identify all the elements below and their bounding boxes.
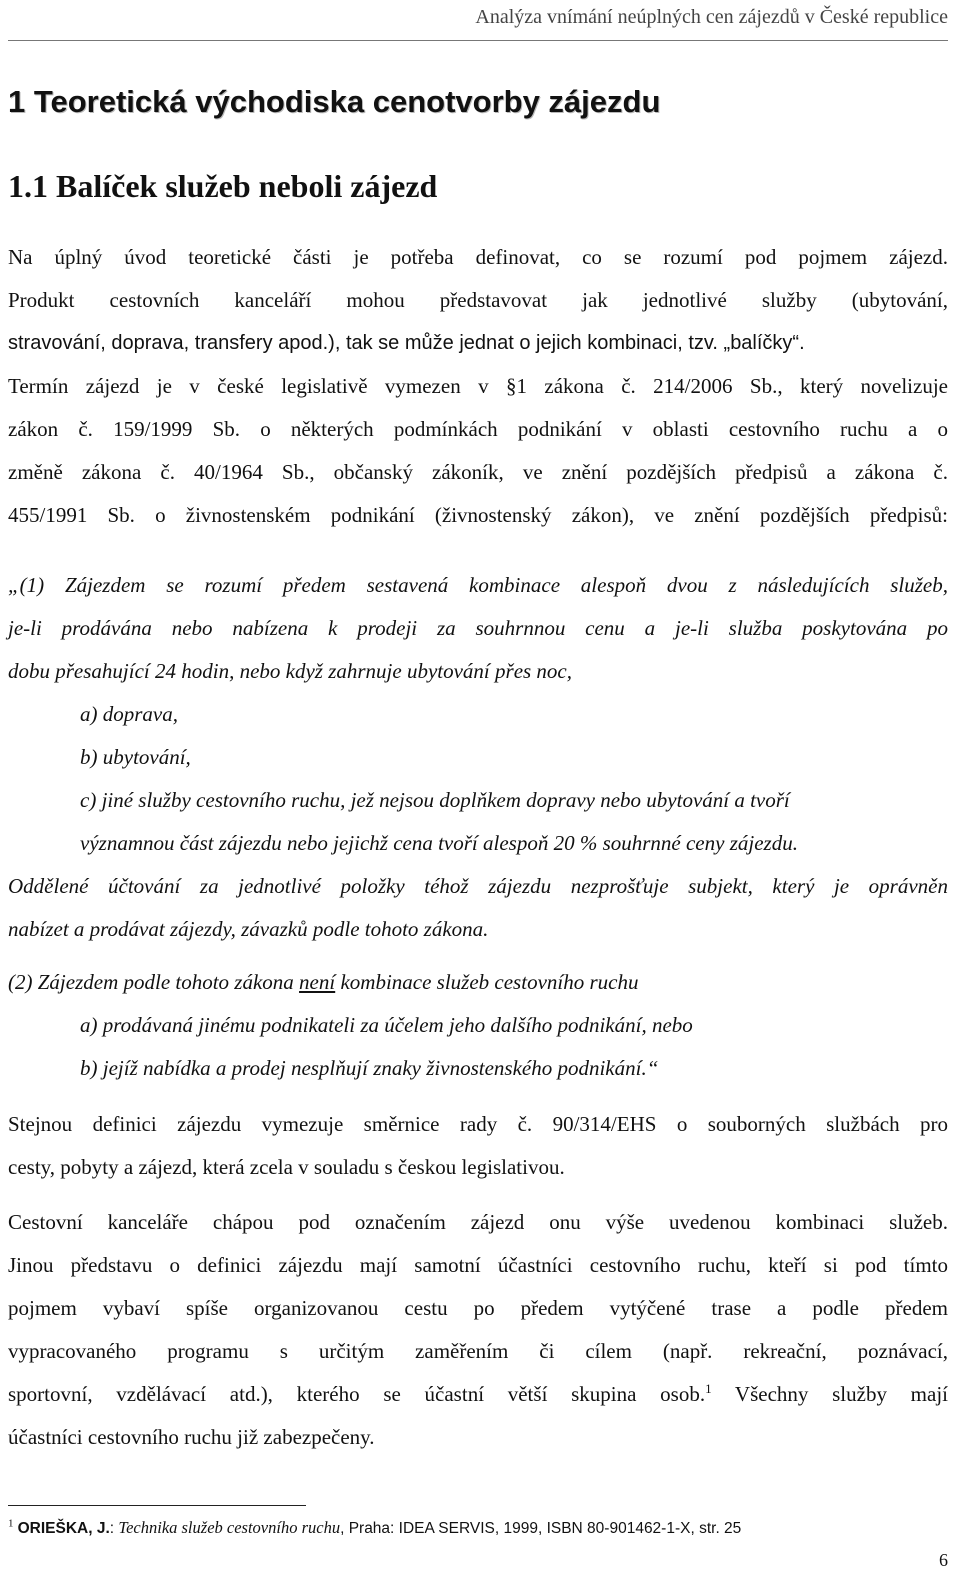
- law-quote-2: [8, 961, 948, 1090]
- list-item-a: a) prodávaná jinému podnikateli za účelem jeho dalšího podnikání, nebo: [80, 1013, 693, 1037]
- text-line: stravování, doprava, transfery apod.), tak se může jednat o jejich kombinaci, tzv. „balíčky“.: [8, 332, 805, 354]
- text-line: [8, 961, 948, 1004]
- footnote-separator: [8, 1505, 306, 1506]
- page-number: 6: [939, 1550, 948, 1570]
- text-line: pojmem vybaví spíše organizovanou cestu po předem vytýčené trase a podle předem: [8, 1296, 948, 1320]
- text-line: Jinou představu o definici zájezdu mají samotní účastníci cestovního ruchu, kteří si pod tímto: [8, 1253, 948, 1277]
- text-line: je-li prodávána nebo nabízena k prodeji za souhrnnou cenu a je-li služba poskytována po: [8, 616, 948, 640]
- text-line: nabízet a prodávat zájezdy, závazků podle tohoto zákona.: [8, 917, 489, 941]
- paragraph-directive: [8, 1103, 948, 1189]
- list-item-a: a) doprava,: [80, 702, 178, 726]
- text-line: účastníci cestovního ruchu již zabezpečeny.: [8, 1425, 375, 1449]
- text-fragment: sportovní, vzdělávací atd.), kterého se účastní větší skupina osob.: [8, 1382, 706, 1406]
- text-fragment: kombinace služeb cestovního ruchu: [335, 970, 639, 994]
- footnote-ref: 1: [705, 1381, 712, 1396]
- list-item-c: c) jiné služby cestovního ruchu, jež nejsou doplňkem dopravy nebo ubytování a tvoří: [80, 788, 790, 812]
- paragraph-legislation: [8, 365, 948, 537]
- running-title: Analýza vnímání neúplných cen zájezdů v České republice: [475, 6, 948, 28]
- text-line: Na úplný úvod teoretické části je potřeba definovat, co se rozumí pod pojmem zájezd.: [8, 245, 948, 269]
- text-line: zákon č. 159/1999 Sb. o některých podmínkách podnikání v oblasti cestovního ruchu a o: [8, 417, 948, 441]
- text-line: Stejnou definici zájezdu vymezuje směrnice rady č. 90/314/EHS o souborných službách pro: [8, 1112, 948, 1136]
- text-line: Termín zájezd je v české legislativě vymezen v §1 zákona č. 214/2006 Sb., který novelizuje: [8, 374, 948, 398]
- underlined-word: není: [299, 970, 336, 994]
- text-line: vypracovaného programu s určitým zaměřením či cílem (např. rekreační, poznávací,: [8, 1339, 948, 1363]
- text-line: Cestovní kanceláře chápou pod označením zájezd onu výše uvedenou kombinaci služeb.: [8, 1210, 948, 1234]
- paragraph-intro: [8, 236, 948, 365]
- text-line: [8, 1373, 948, 1416]
- law-quote-1: [8, 564, 948, 951]
- paragraph-perception: [8, 1201, 948, 1459]
- footnote-marker: 1: [8, 1517, 14, 1530]
- text-line: „(1) Zájezdem se rozumí předem sestavená kombinace alespoň dvou z následujících služeb,: [8, 573, 948, 597]
- text-fragment: Všechny služby mají: [711, 1382, 948, 1406]
- list-item-c-cont: významnou část zájezdu nebo jejichž cena tvoří alespoň 20 % souhrnné ceny zájezdu.: [80, 831, 798, 855]
- footnote-separator-text: :: [109, 1520, 119, 1537]
- running-header: [8, 6, 948, 41]
- text-line: 455/1991 Sb. o živnostenském podnikání (živnostenský zákon), ve znění pozdějších předpisů:: [8, 503, 948, 527]
- footnote-author: ORIEŠKA, J.: [17, 1520, 110, 1537]
- footnote-title: Technika služeb cestovního ruchu: [118, 1518, 341, 1537]
- footnote: [8, 1518, 948, 1538]
- chapter-heading: 1 Teoretická východiska cenotvorby zájezdu: [8, 84, 661, 119]
- text-line: Produkt cestovních kanceláří mohou představovat jak jednotlivé služby (ubytování,: [8, 288, 948, 312]
- footnote-publication: , Praha: IDEA SERVIS, 1999, ISBN 80-901462-1-X, str. 25: [340, 1520, 742, 1537]
- text-line: Oddělené účtování za jednotlivé položky téhož zájezdu nezprošťuje subjekt, který je oprávněn: [8, 874, 948, 898]
- list-item-b: b) ubytování,: [80, 745, 191, 769]
- text-line: změně zákona č. 40/1964 Sb., občanský zákoník, ve znění pozdějších předpisů a zákona č.: [8, 460, 948, 484]
- list-item-b: b) jejíž nabídka a prodej nesplňují znaky živnostenského podnikání.“: [80, 1056, 659, 1080]
- text-line: dobu přesahující 24 hodin, nebo když zahrnuje ubytování přes noc,: [8, 659, 573, 683]
- section-heading: 1.1 Balíček služeb neboli zájezd: [8, 168, 438, 204]
- text-fragment: (2) Zájezdem podle tohoto zákona: [8, 970, 300, 994]
- text-line: cesty, pobyty a zájezd, která zcela v souladu s českou legislativou.: [8, 1155, 565, 1179]
